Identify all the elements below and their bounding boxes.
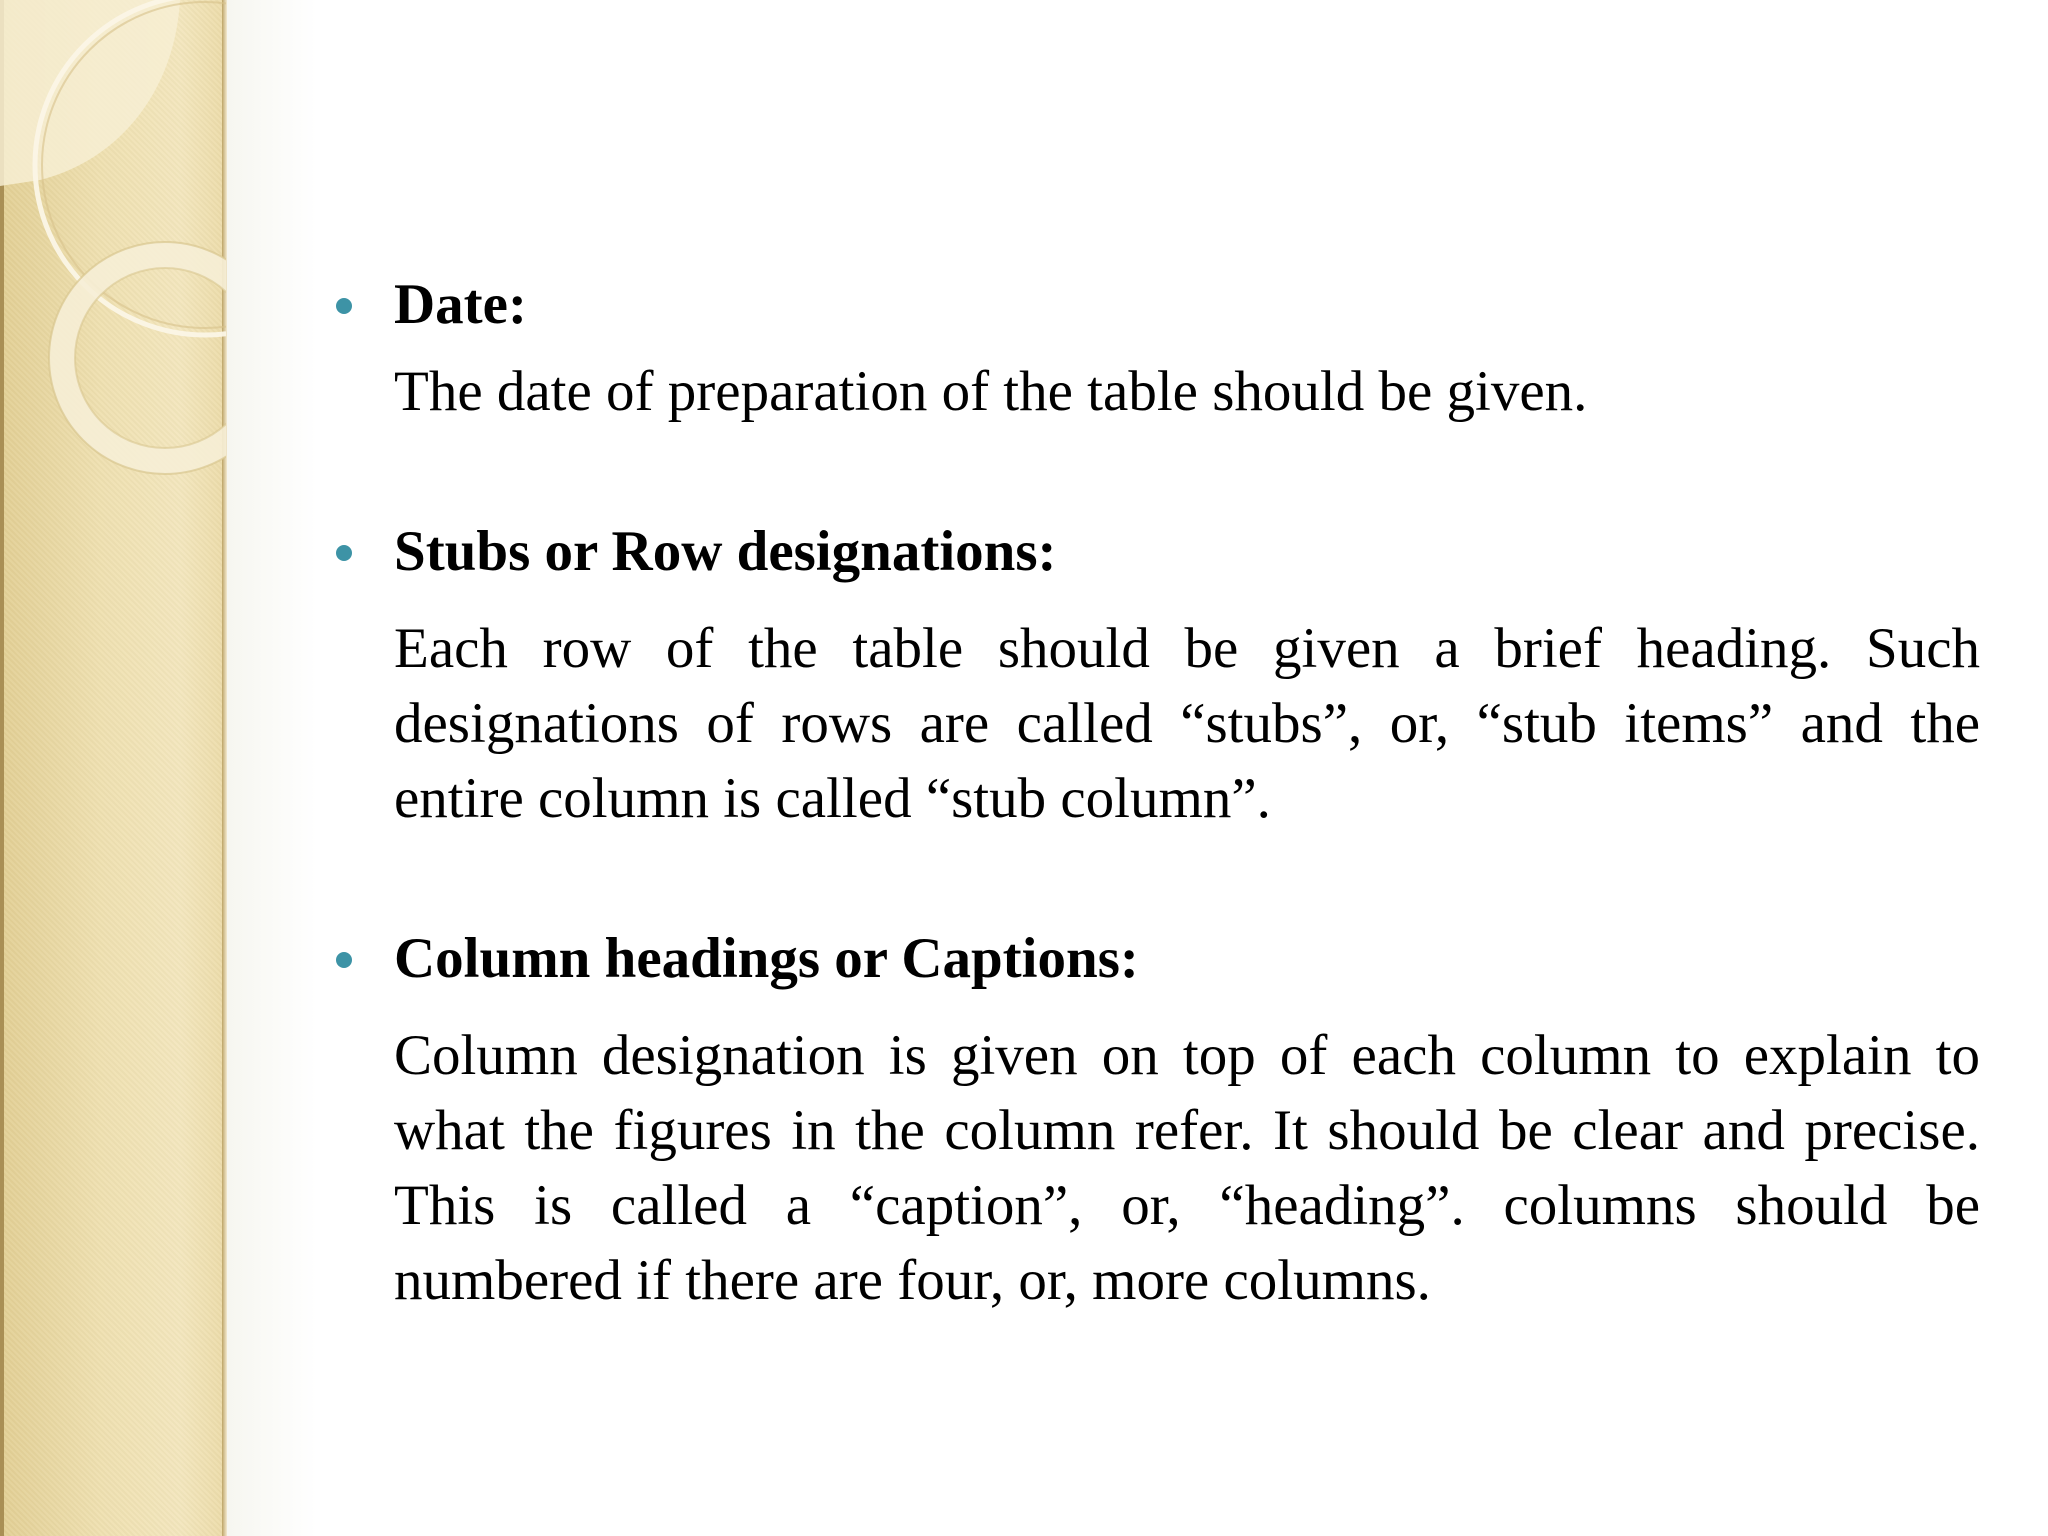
side-band-fade [227, 0, 317, 1536]
item-body: Each row of the table should be given a brief heading. Such designations of rows are called “stubs”, or, “stub items” and the entire column is called “stub column”. [394, 617, 1980, 830]
small-ring [62, 255, 240, 461]
list-item-stubs [330, 517, 1980, 836]
slide-content [330, 270, 1980, 1318]
item-heading: Stubs or Row designations: [394, 520, 1057, 583]
item-heading: Column headings or Captions: [394, 927, 1139, 990]
bullet-icon [336, 545, 352, 561]
item-body: Column designation is given on top of each column to explain to what the figures in the column refer. It should be clear and precise. This is called a “caption”, or, “heading”. columns should be numbered if there are four, or, more columns. [394, 1024, 1980, 1312]
decorative-rings [0, 0, 240, 520]
item-body: The date of preparation of the table should be given. [394, 360, 1588, 423]
list-item-column-headings [330, 924, 1980, 1318]
small-ring-inner-edge [75, 268, 240, 448]
list-item-date [330, 270, 1980, 429]
bullet-icon [336, 952, 352, 968]
bullet-icon [336, 298, 352, 314]
item-heading: Date: [394, 273, 527, 336]
